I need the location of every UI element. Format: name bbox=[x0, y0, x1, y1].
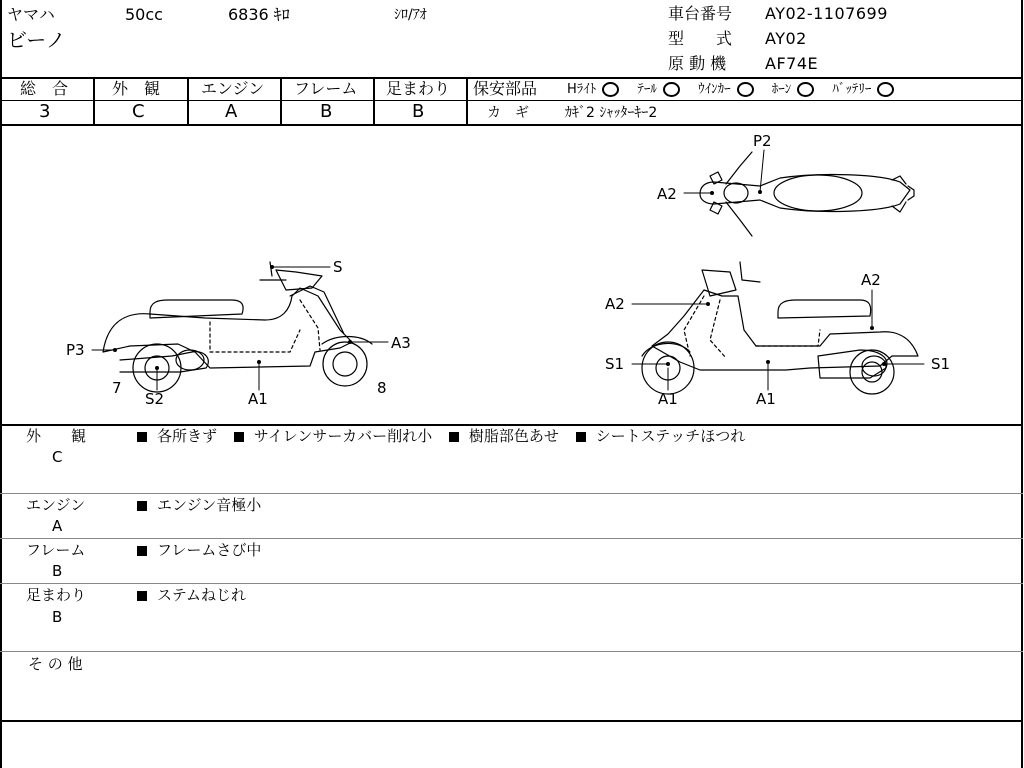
color: ｼﾛ/ｱｵ bbox=[394, 7, 427, 23]
key-label: カ ギ bbox=[487, 105, 529, 121]
grade-appearance-label: 外 観 bbox=[112, 79, 161, 98]
remark-appearance-items bbox=[137, 429, 757, 445]
damage-label-a2-right-rear: A2 bbox=[861, 271, 881, 289]
grade-suspension-value: B bbox=[412, 101, 425, 122]
safety-label: 保安部品 bbox=[473, 79, 538, 98]
remark-item: 各所きず bbox=[137, 429, 217, 444]
callout-lines bbox=[92, 150, 924, 390]
damage-label-a3: A3 bbox=[391, 334, 411, 352]
damage-label-8: 8 bbox=[377, 379, 387, 397]
safety-item-headlight: Hﾗｲﾄ bbox=[567, 82, 619, 97]
damage-label-s2: S2 bbox=[145, 390, 165, 408]
remark-engine-grade: A bbox=[52, 517, 63, 535]
safety-item-horn: ﾎｰﾝ bbox=[772, 82, 815, 97]
damage-label-s1-front: S1 bbox=[605, 355, 625, 373]
grade-appearance-value: C bbox=[132, 101, 145, 122]
remark-item: サイレンサーカバー削れ小 bbox=[234, 429, 432, 444]
grade-total-label: 総 合 bbox=[20, 79, 69, 98]
remark-suspension-label: 足まわり bbox=[26, 586, 87, 604]
bullet-square-icon bbox=[576, 432, 586, 442]
model-name: ビーノ bbox=[7, 28, 66, 52]
damage-label-p3: P3 bbox=[66, 341, 85, 359]
engine-value: AF74E bbox=[765, 54, 819, 73]
grade-engine-value: A bbox=[225, 101, 238, 122]
damage-label-a2-top: A2 bbox=[657, 185, 677, 203]
remark-item: フレームさび中 bbox=[137, 543, 261, 558]
frame-no-label: 車台番号 bbox=[668, 4, 733, 23]
damage-label-a2-right-front: A2 bbox=[605, 295, 625, 313]
remark-engine-items bbox=[137, 498, 273, 514]
damage-label-7: 7 bbox=[112, 379, 122, 397]
remark-item: 樹脂部色あせ bbox=[449, 429, 559, 444]
grade-engine-label: エンジン bbox=[201, 79, 265, 98]
remark-item: シートステッチほつれ bbox=[576, 429, 746, 444]
scooter-left-view bbox=[103, 262, 372, 392]
key-value: ｶｷﾞ2 ｼｬｯﾀｰｷｰ2 bbox=[565, 105, 658, 121]
remark-appearance-grade: C bbox=[52, 448, 63, 466]
remark-suspension-grade: B bbox=[52, 608, 63, 626]
damage-label-a1-left: A1 bbox=[248, 390, 268, 408]
maker: ヤマハ bbox=[7, 5, 55, 24]
grade-suspension-label: 足まわり bbox=[386, 79, 451, 98]
bullet-square-icon bbox=[137, 501, 147, 511]
remark-appearance-label: 外 観 bbox=[26, 427, 87, 445]
grade-frame-value: B bbox=[320, 101, 333, 122]
displacement: 50cc bbox=[125, 5, 163, 24]
type-label: 型 式 bbox=[668, 29, 733, 48]
remark-item: エンジン音極小 bbox=[137, 498, 261, 513]
frame-no: AY02-1107699 bbox=[765, 4, 888, 23]
mileage: 6836 ｷﾛ bbox=[228, 5, 290, 24]
remark-item: ステムねじれ bbox=[137, 588, 246, 603]
remark-other-label: そ の 他 bbox=[28, 655, 83, 673]
damage-label-s1-rear: S1 bbox=[931, 355, 951, 373]
safety-item-winker: ｳｲﾝｶｰ bbox=[698, 82, 754, 97]
safety-item-tail: ﾃｰﾙ bbox=[637, 82, 680, 97]
remark-engine-label: エンジン bbox=[26, 496, 86, 514]
bullet-square-icon bbox=[449, 432, 459, 442]
remark-frame-items bbox=[137, 543, 273, 559]
engine-label: 原 動 機 bbox=[668, 54, 727, 73]
bullet-square-icon bbox=[137, 546, 147, 556]
scooter-top-view bbox=[700, 152, 914, 236]
bullet-square-icon bbox=[137, 591, 147, 601]
damage-label-s: S bbox=[333, 258, 343, 276]
remark-suspension-items bbox=[137, 588, 258, 604]
damage-label-p2: P2 bbox=[753, 132, 772, 150]
damage-label-a1-right-mid: A1 bbox=[756, 390, 776, 408]
bullet-square-icon bbox=[137, 432, 147, 442]
remark-frame-label: フレーム bbox=[26, 541, 86, 559]
grade-frame-label: フレーム bbox=[294, 79, 358, 98]
grade-total-value: 3 bbox=[39, 101, 51, 122]
bullet-square-icon bbox=[234, 432, 244, 442]
type-value: AY02 bbox=[765, 29, 807, 48]
damage-label-a1-right-front: A1 bbox=[658, 390, 678, 408]
remark-frame-grade: B bbox=[52, 562, 63, 580]
safety-item-battery: ﾊﾞｯﾃﾘｰ bbox=[832, 82, 894, 97]
